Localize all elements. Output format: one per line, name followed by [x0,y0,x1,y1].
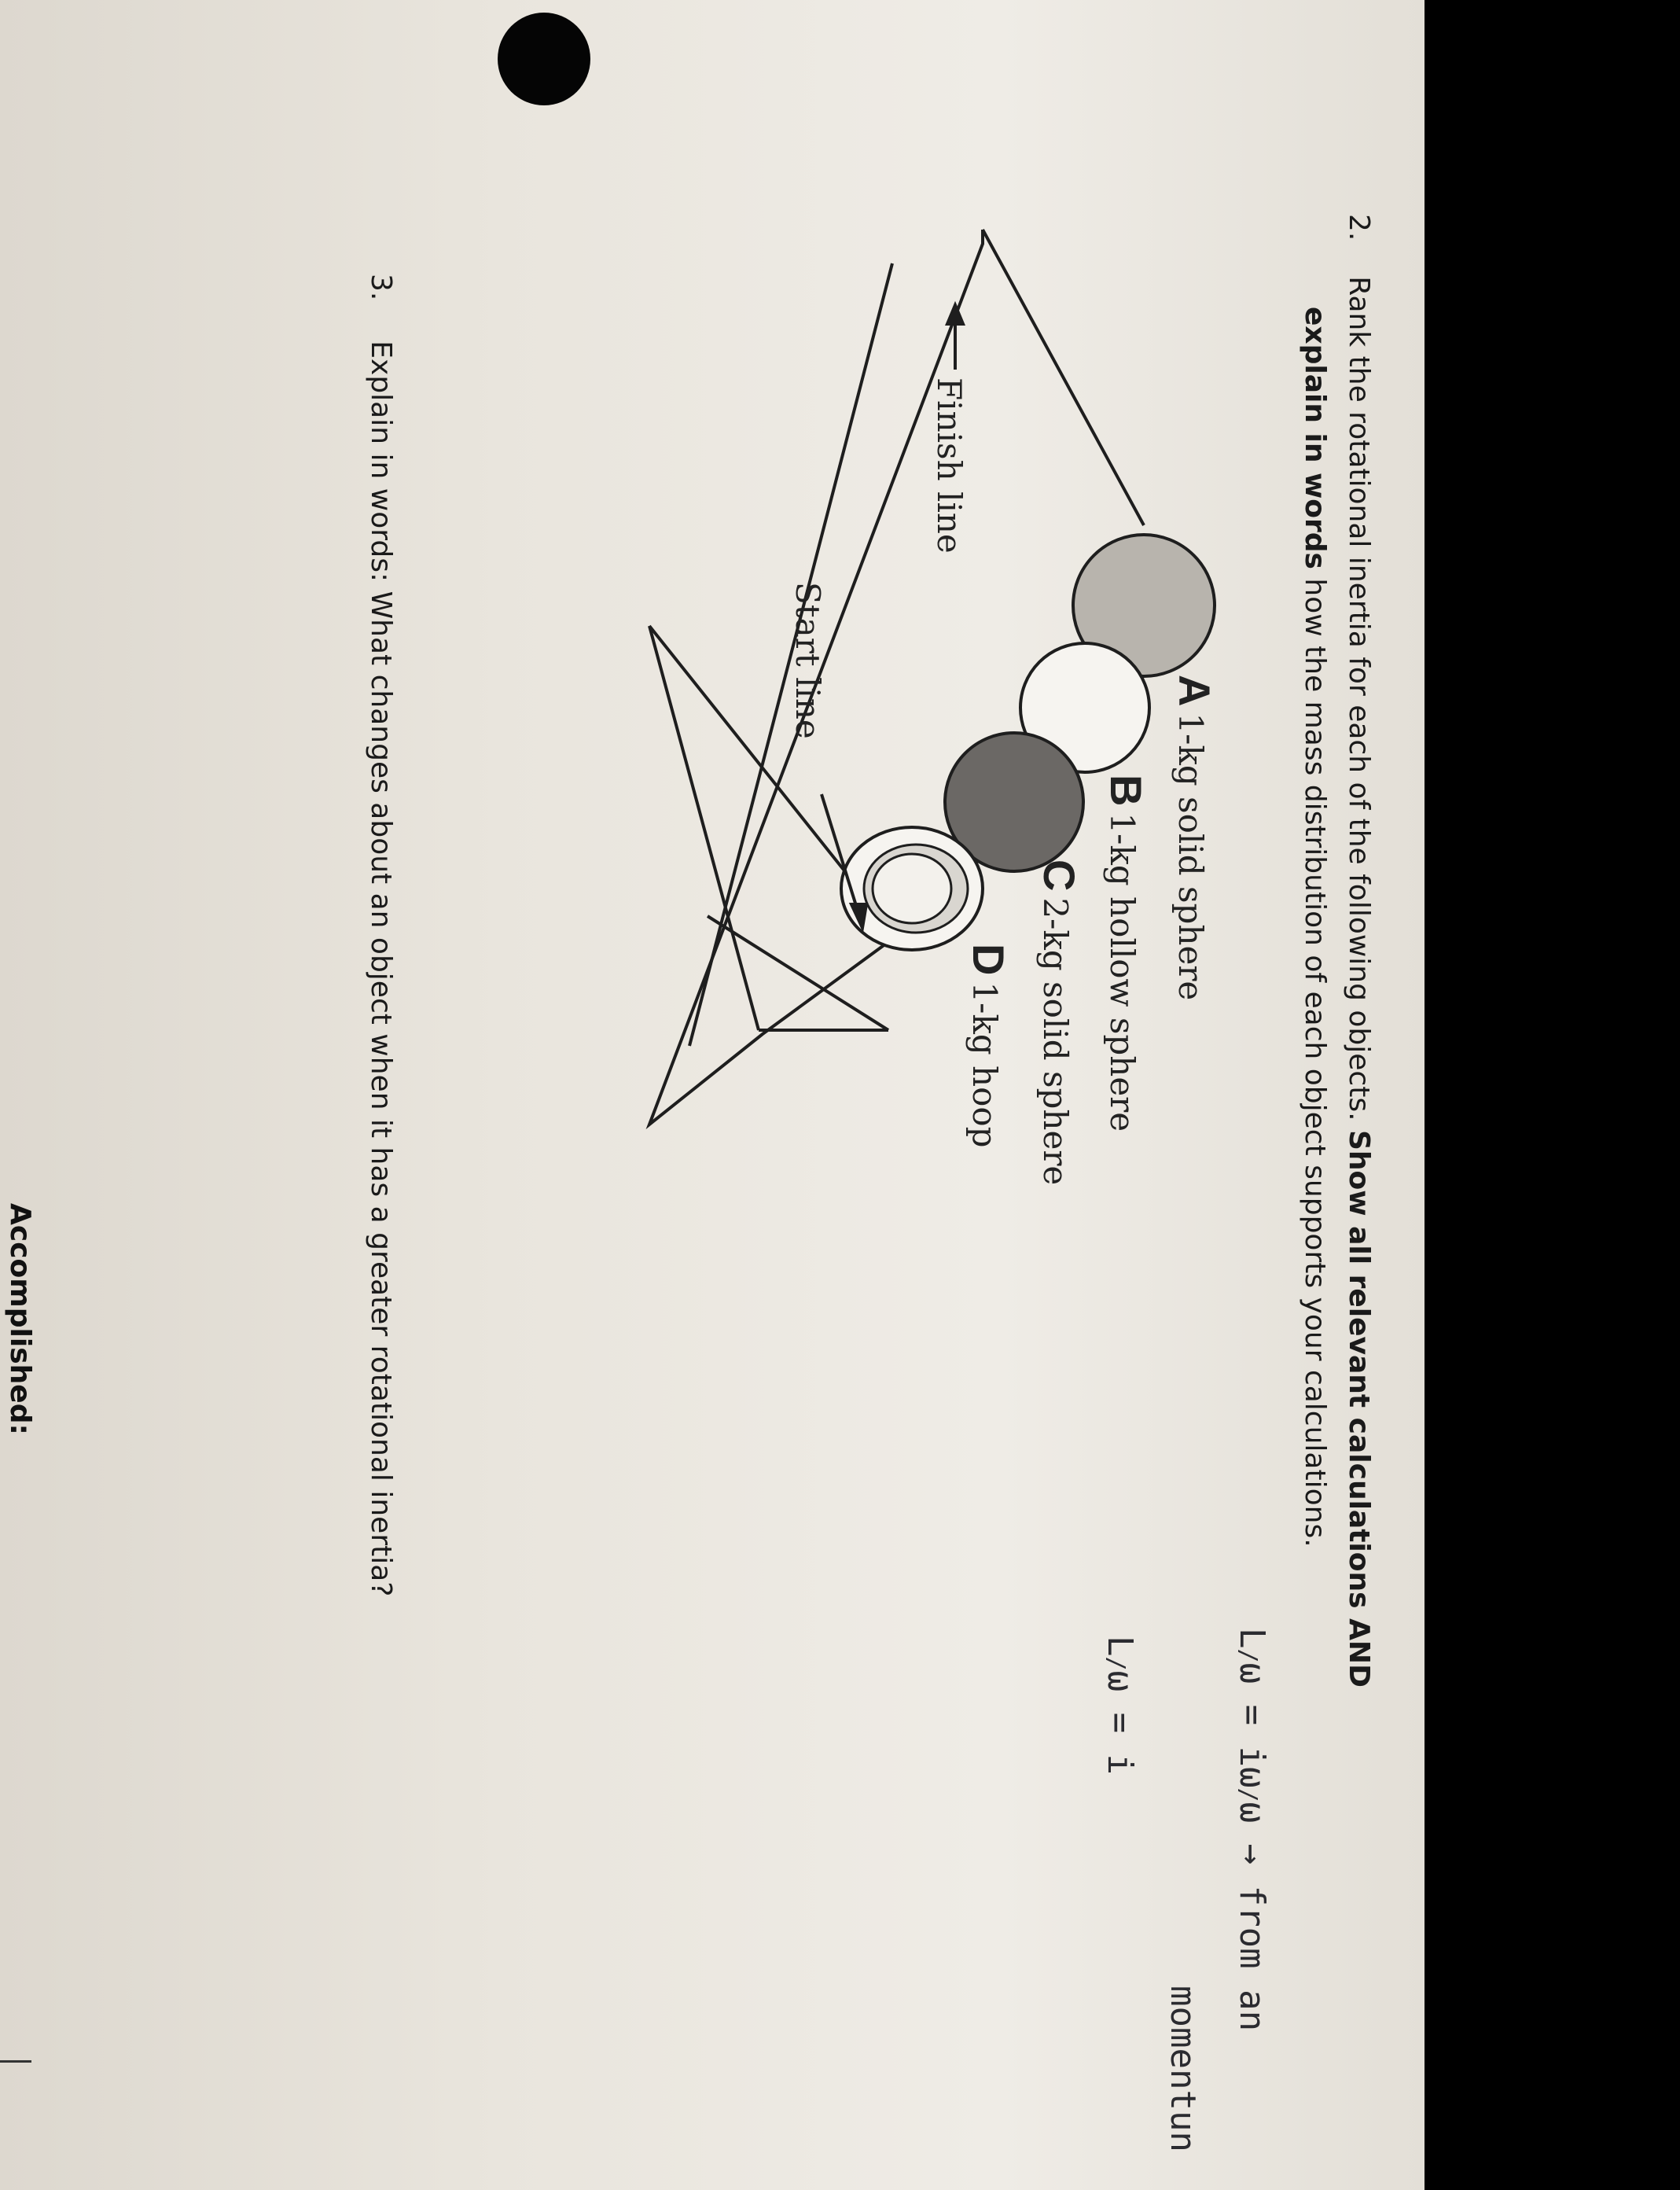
question-2-text-c: explain in words [1299,307,1331,569]
question-3 [358,274,403,1596]
question-2-text-d: how the mass distribution of each object supports your calculations. [1299,569,1331,1548]
footer-rule [0,2060,31,2063]
start-line-label: Start line [789,582,827,739]
handwritten-note-2: momentun [1163,1986,1203,2152]
label-c: C2-kg solid sphere [1035,859,1084,1186]
label-b: B1-kg hollow sphere [1101,775,1151,1132]
question-2-number: 2. [1343,214,1375,241]
label-d: D1-kg hoop [964,944,1013,1148]
finish-line-label: Finish line [930,377,969,554]
start-arrow-shaft [822,794,857,908]
question-2-text-a: Rank the rotational inertia for each of the following objects. [1343,276,1375,1130]
ramp-back-edge [983,230,1144,525]
ramp-base-left [649,626,759,1030]
arrow-icon: → [1232,1843,1272,1865]
question-2-text-b: Show all relevant calculations AND [1343,1129,1375,1688]
label-a: A1-kg solid sphere [1170,675,1219,1001]
handwritten-eq1: L/ω = iω/ω → from an [1232,1628,1272,2032]
handwritten-eq2: L/ω = i [1100,1636,1140,1776]
accomplished-label: Accomplished: [4,1203,36,1435]
question-3-number: 3. [365,274,397,301]
finish-arrow-head [947,305,963,324]
question-3-text: Explain in words: What changes about an object when it has a greater rotational inertia? [365,340,397,1597]
